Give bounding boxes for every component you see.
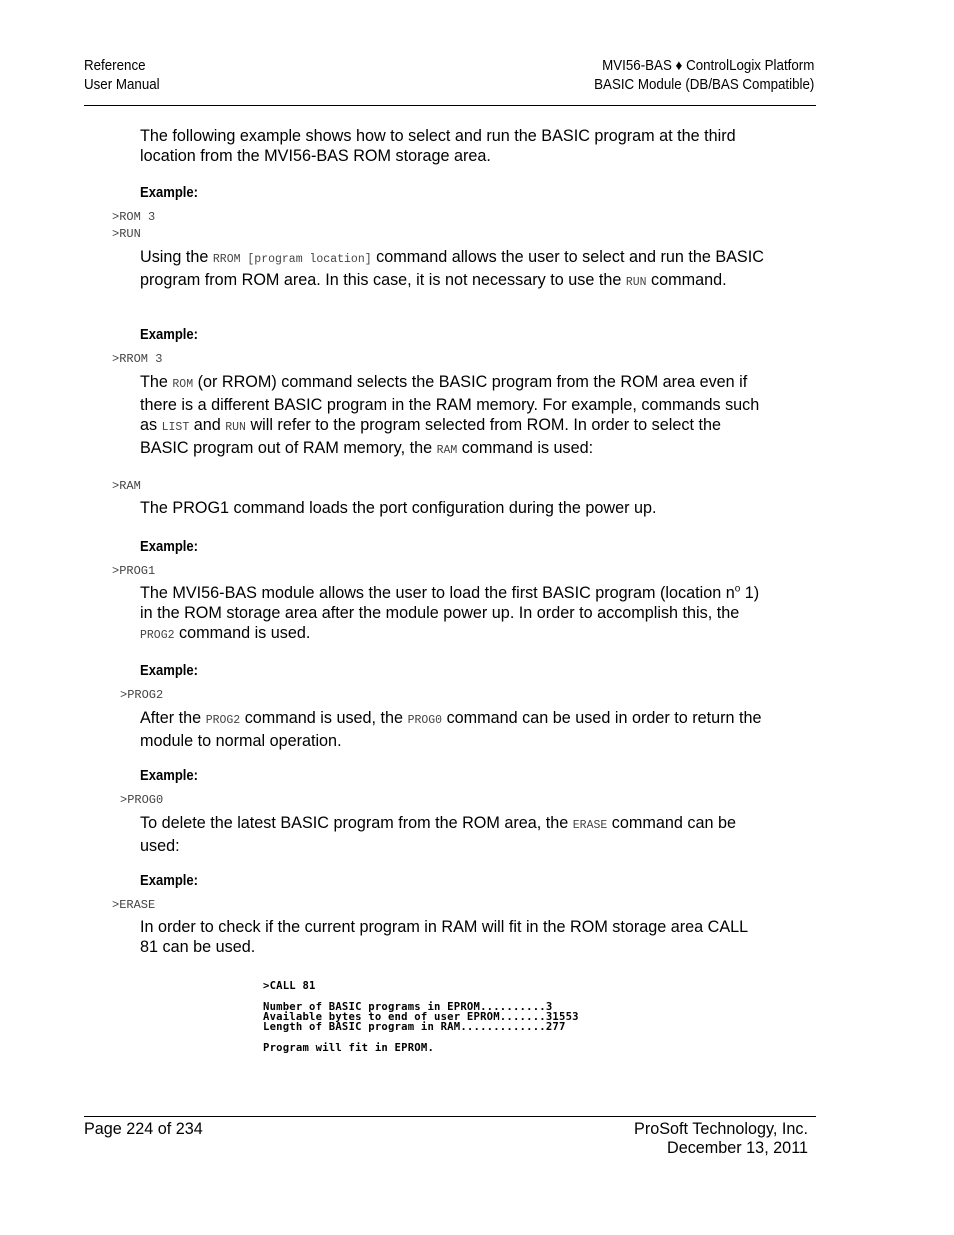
paragraph-prog1: The PROG1 command loads the port configuration during the power up.	[140, 499, 657, 517]
code-example-prog1: >PROG1	[112, 564, 156, 578]
paragraph-call81: In order to check if the current program in RAM will fit in the ROM storage area CALL 81 can be used.	[140, 918, 748, 956]
header-doc-type: User Manual	[84, 77, 160, 93]
code-example-rom-run	[112, 209, 155, 243]
code-example-erase: >ERASE	[112, 898, 156, 912]
footer-right	[634, 1120, 808, 1158]
code-example-ram: >RAM	[112, 479, 141, 493]
terminal-output	[263, 981, 579, 1053]
inline-code: ERASE	[572, 819, 608, 832]
text: command can be used:	[140, 814, 736, 855]
inline-code: ROM	[172, 378, 194, 391]
header-section: Reference	[84, 58, 146, 74]
example-label: Example:	[140, 539, 199, 555]
text: The	[140, 373, 173, 391]
text: 1) in the ROM storage area after the module power up. In order to accomplish this, the	[140, 584, 760, 622]
header-product: MVI56-BAS ♦ ControlLogix Platform	[601, 58, 814, 74]
inline-code: PROG2	[140, 629, 175, 642]
footer-company: ProSoft Technology, Inc.	[634, 1120, 808, 1138]
page-number: Page 224 of 234	[84, 1120, 203, 1138]
footer-date: December 13, 2011	[667, 1139, 808, 1157]
text: After the	[140, 709, 206, 727]
inline-code: RUN	[225, 421, 246, 434]
text: command is used:	[457, 439, 594, 457]
example-label: Example:	[140, 663, 199, 679]
inline-code: PROG2	[205, 714, 241, 727]
text: command.	[646, 271, 727, 289]
example-label: Example:	[140, 327, 199, 343]
terminal-line: Length of BASIC program in RAM.............277	[263, 1021, 566, 1034]
paragraph-prog0	[140, 708, 770, 751]
text: command is used, the	[240, 709, 408, 727]
text: command is used.	[174, 624, 311, 642]
inline-code: PROG0	[407, 714, 443, 727]
example-label: Example:	[140, 185, 199, 201]
text: will refer to the program selected from ROM. In order to select the BASIC program out of RAM memory, the	[140, 416, 721, 457]
text: command can be used in order to return the module to normal operation.	[140, 709, 762, 750]
inline-code: RROM [program location]	[212, 253, 372, 266]
text: (or RROM) command selects the BASIC program from the ROM area even if there is a different BASIC program in the RAM memory. For example, commands such as	[140, 373, 760, 434]
terminal-line: Program will fit in EPROM.	[263, 1041, 435, 1054]
paragraph-rom-command	[140, 372, 770, 461]
inline-code: RAM	[436, 444, 458, 457]
text: command allows the user to select and run the BASIC program from ROM area. In this case, it is not necessary to use the	[140, 248, 764, 289]
paragraph-erase	[140, 813, 770, 856]
paragraph-prog2	[140, 583, 770, 646]
code-line: >ROM 3	[112, 210, 156, 224]
text: and	[189, 416, 226, 434]
terminal-line: Available bytes to end of user EPROM.......31553	[263, 1010, 579, 1023]
footer-rule	[84, 1116, 816, 1117]
text: Using the	[140, 248, 213, 266]
header-right	[594, 57, 814, 95]
terminal-line: >CALL 81	[263, 980, 316, 992]
text: To delete the latest BASIC program from the ROM area, the	[140, 814, 573, 832]
code-line: >RUN	[112, 227, 141, 241]
code-example-rrom: >RROM 3	[112, 352, 163, 366]
paragraph-rrom	[140, 247, 770, 293]
superscript: o	[734, 583, 741, 595]
header-rule	[84, 105, 816, 106]
terminal-line: Number of BASIC programs in EPROM..........3	[263, 1000, 553, 1013]
example-label: Example:	[140, 873, 199, 889]
code-example-prog0: >PROG0	[120, 793, 164, 807]
inline-code: LIST	[161, 421, 190, 434]
text: The MVI56-BAS module allows the user to load the first BASIC program (location n	[140, 584, 735, 602]
header-left	[84, 57, 160, 95]
inline-code: RUN	[625, 276, 647, 289]
code-example-prog2: >PROG2	[120, 688, 164, 702]
paragraph-intro: The following example shows how to select and run the BASIC program at the third location from the MVI56-BAS ROM storage area.	[140, 127, 736, 165]
example-label: Example:	[140, 768, 199, 784]
header-module: BASIC Module (DB/BAS Compatible)	[593, 77, 814, 93]
